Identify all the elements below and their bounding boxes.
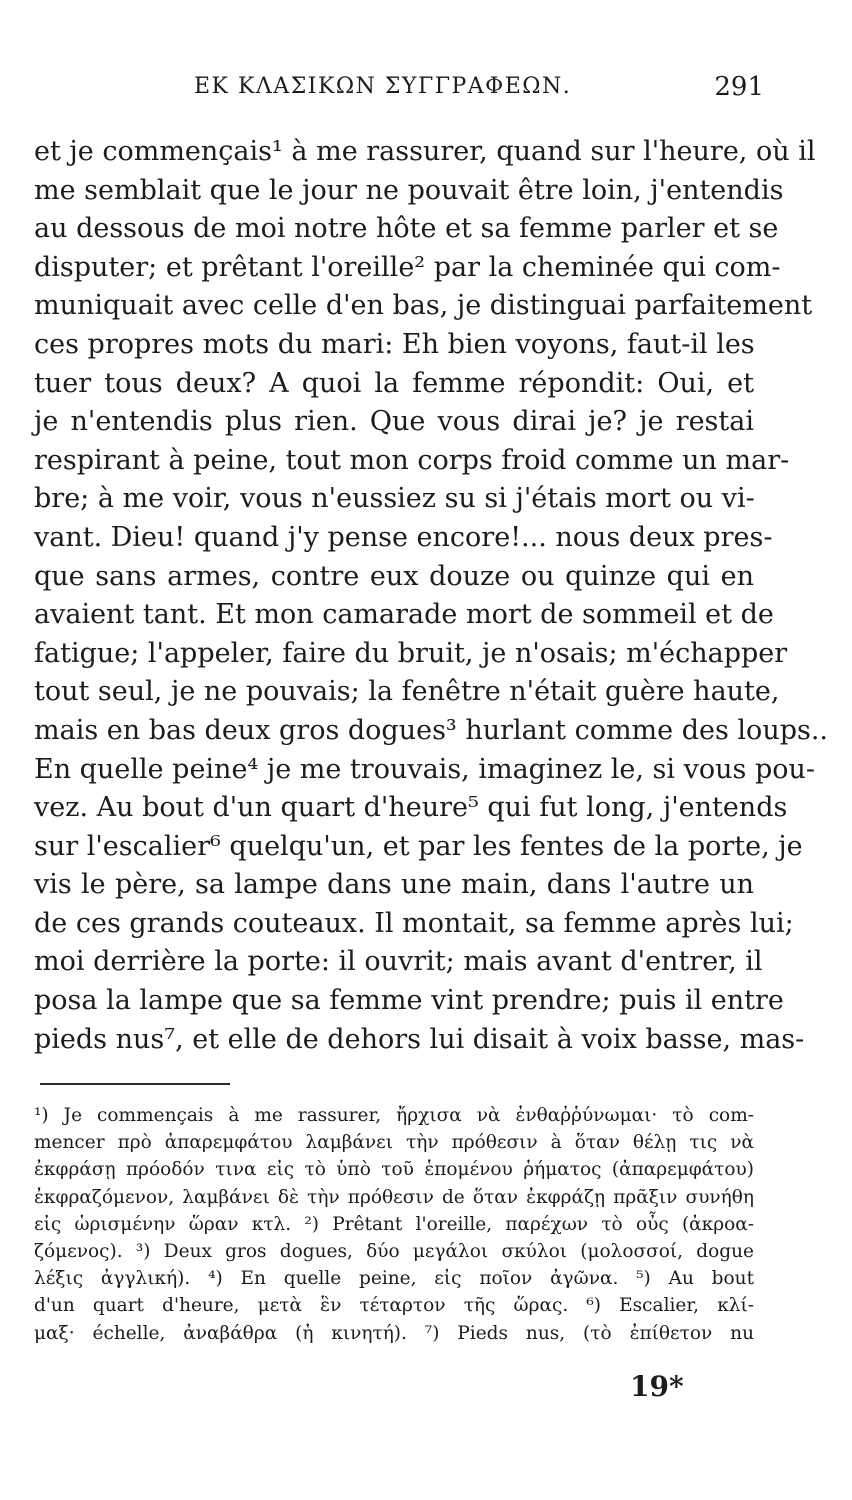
text-line: disputer; et prêtant l'oreille² par la cheminée qui com- [34,251,781,283]
text-line: mais en bas deux gros dogues³ hurlant comme des loups.. [34,714,829,746]
text-line: je n'entendis plus rien. Que vous dirai je? je restai [34,406,754,438]
text-line: fatigue; l'appeler, faire du bruit, je n'osais; m'échapper [34,637,788,669]
text-line: posa la lampe que sa femme vint prendre; puis il entre [34,985,784,1017]
footnotes [34,1102,754,1347]
footnote-line: ¹) Je commençais à me rassurer, ἤρχισα νὰ ἐνθαῤῥύνωμαι· τὸ com- [34,1105,754,1126]
signature-mark: 19* [630,1370,684,1403]
text-line: bre; à me voir, vous n'eussiez su si j'étais mort ou vi- [34,483,755,515]
footnote-line: ζόμενος). ³) Deux gros dogues, δύο μεγάλοι σκύλοι (μολοσσοί, dogue [34,1240,754,1262]
running-title: ΕΚ ΚΛΑΣΙΚΩΝ ΣΥΓΓΡΑΦΕΩΝ. [194,74,572,99]
text-line: et je commençais¹ à me rassurer, quand sur l'heure, où il [34,136,816,167]
text-line: au dessous de moi notre hôte et sa femme parler et se [34,213,779,245]
page-number: 291 [714,72,764,102]
footnote-divider [40,1083,230,1085]
text-line: vant. Dieu! quand j'y pense encore!... nous deux pres- [34,521,773,553]
footnote-line: d'un quart d'heure, μετὰ ἓν τέταρτον τῆς ὥρας. ⁶) Escalier, κλί- [34,1295,754,1317]
text-line: moi derrière la porte: il ouvrit; mais avant d'entrer, il [34,946,763,978]
text-line: tout seul, je ne pouvais; la fenêtre n'était guère haute, [34,676,780,708]
text-line: En quelle peine⁴ je me trouvais, imaginez le, si vous pou- [34,753,816,785]
main-text [34,133,829,1059]
text-line: respirant à peine, tout mon corps froid comme un mar- [34,444,790,476]
footnote-line: μαξ· échelle, ἀναβάθρα (ἡ κινητή). ⁷) Pieds nus, (τὸ ἐπίθετον nu [34,1322,754,1344]
text-line: de ces grands couteaux. Il montait, sa femme après lui; [34,907,794,939]
footnote-line: λέξις ἀγγλική). ⁴) En quelle peine, εἰς ποῖον ἀγῶνα. ⁵) Au bout [34,1268,754,1290]
text-line: que sans armes, contre eux douze ou quinze qui en [34,560,754,592]
text-line: me semblait que le jour ne pouvait être loin, j'entendis [34,174,784,206]
text-line: tuer tous deux? A quoi la femme répondit: Oui, et [34,367,754,399]
footnote-line: mencer πρὸ ἀπαρεμφάτου λαμβάνει τὴν πρόθεσιν à ὅταν θέλῃ τις νὰ [34,1132,754,1154]
text-line: ces propres mots du mari: Eh bien voyons, faut-il les [34,328,755,360]
footnote-line: ἐκφραζόμενον, λαμβάνει δὲ τὴν πρόθεσιν de ὅταν ἐκφράζῃ πρᾶξιν συνήθη [34,1186,754,1208]
text-line: vez. Au bout d'un quart d'heure⁵ qui fut long, j'entends [34,792,788,824]
footnote-line: ἐκφράσῃ πρόοδόν τινα εἰς τὸ ὑπὸ τοῦ ἑπομένου ῥήματος (ἀπαρεμφάτου) [34,1159,754,1181]
text-line: avaient tant. Et mon camarade mort de sommeil et de [34,599,774,631]
footnote-line: εἰς ὡρισμένην ὥραν κτλ. ²) Prêtant l'oreille, παρέχων τὸ οὖς (ἀκροα- [34,1213,754,1235]
page-header [34,62,764,116]
text-line: pieds nus⁷, et elle de dehors lui disait à voix basse, mas- [34,1023,805,1055]
text-line: sur l'escalier⁶ quelqu'un, et par les fentes de la porte, je [34,830,803,862]
text-line: muniquait avec celle d'en bas, je distinguai parfaitement [34,290,813,322]
text-line: vis le père, sa lampe dans une main, dans l'autre un [34,869,754,901]
